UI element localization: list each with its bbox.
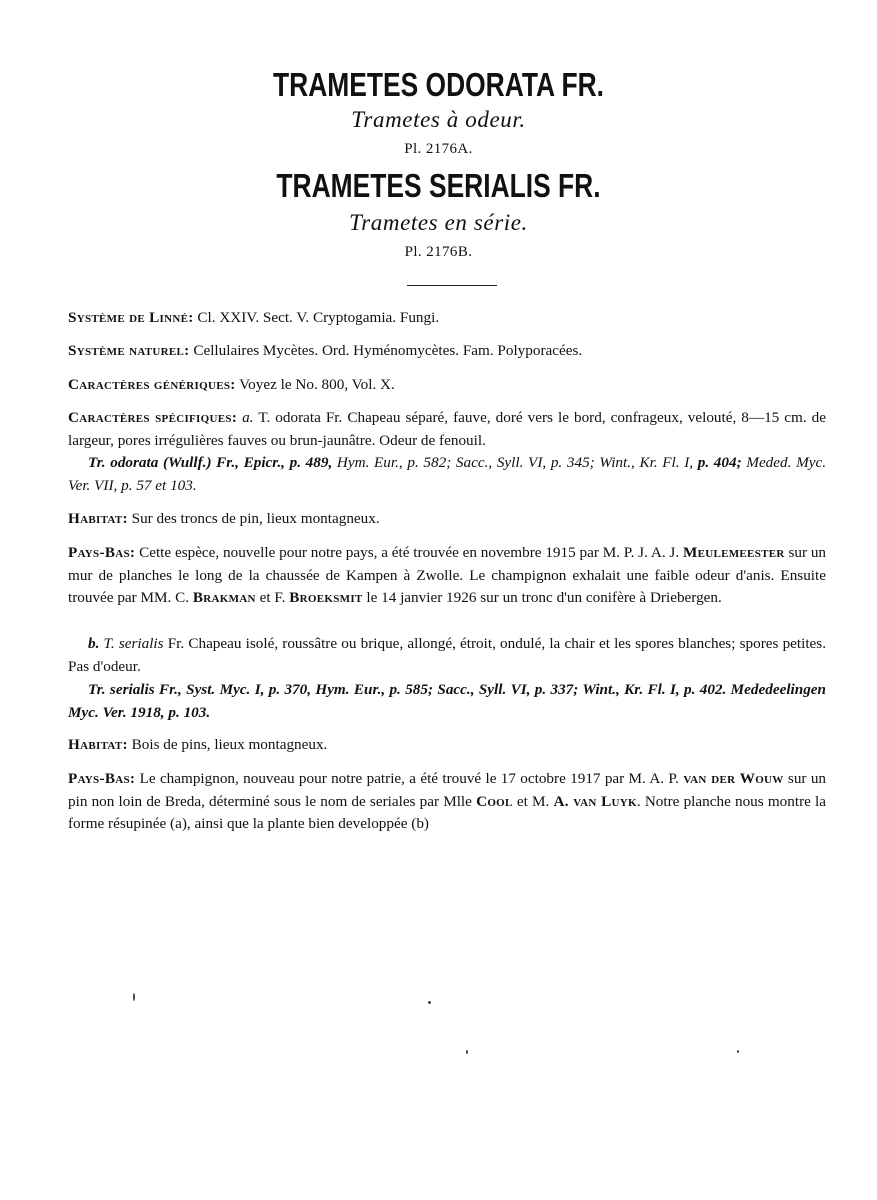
subtitle-serialis: Trametes en série.	[349, 210, 528, 235]
species-b	[68, 633, 826, 678]
pays-bas-b-text1: Le champignon, nouveau pour notre patrie, a été trouvé le 17 octobre 1917 par M. A. P.	[135, 770, 684, 787]
systeme-naturel-text: Cellulaires Mycètes. Ord. Hyménomycètes. Fam. Polyporacées.	[189, 342, 583, 359]
caracteres-specifiques-text: T. odorata Fr. Chapeau séparé, fauve, doré vers le bord, confrageux, velouté, 8—15 cm. de largeur, pores irrégulières fauves ou brun-jaunâtre. Odeur de fenouil.	[68, 409, 826, 449]
species-b-name: T. serialis	[99, 635, 164, 652]
systeme-naturel-label: Système naturel:	[68, 342, 190, 359]
plate-number-b: Pl. 2176B.	[404, 244, 473, 260]
habitat-b-text: Bois de pins, lieux montagneux.	[127, 736, 328, 753]
collector-name-4: van der Wouw	[683, 770, 784, 787]
systeme-naturel	[68, 340, 826, 363]
systeme-linne-text: Cl. XXIV. Sect. V. Cryptogamia. Fungi.	[193, 309, 440, 326]
title-odorata: TRAMETES ODORATA FR.	[273, 66, 604, 103]
reference-a-start: Tr. odorata (Wullf.) Fr., Epicr., p. 489,	[88, 454, 333, 471]
caracteres-specifiques-label: Caractères spécifiques:	[68, 409, 238, 426]
systeme-linne-label: Système de Linné:	[68, 309, 194, 326]
scan-speck	[428, 1001, 431, 1004]
pays-bas-b-text4: . Notre planche nous montre la forme résupinée (a), ainsi que la plante bien developpée (b)	[68, 792, 826, 832]
collector-name-6: A. van Luyk	[553, 792, 637, 810]
pays-bas-a	[68, 542, 826, 610]
collector-name-5: Cool	[476, 792, 513, 810]
collector-name-1: Meulemeester	[682, 544, 785, 561]
collector-name-2: Brakman	[192, 589, 256, 606]
pays-bas-b	[68, 768, 826, 836]
pays-bas-b-text2: sur un pin non loin de Breda, déterminé sous le nom de seriales par Mlle	[68, 770, 827, 810]
caracteres-generiques-text: Voyez le No. 800, Vol. X.	[235, 376, 395, 393]
habitat-b	[68, 734, 826, 757]
pays-bas-a-text4: le 14 janvier 1926 sur un tronc d'un conifère à Driebergen.	[362, 589, 722, 606]
pays-bas-a-label: Pays-Bas:	[68, 544, 136, 561]
pays-bas-b-text3: et M.	[512, 792, 554, 810]
habitat-a	[68, 508, 826, 531]
pays-bas-a-text2: sur un mur de planches le long de la chaussée de Kampen à Zwolle. Le champignon exhalait une faible odeur d'anis. Ensuite trouvée par MM. C.	[68, 544, 827, 606]
collector-name-3: Broeksmit	[289, 589, 363, 606]
reference-a-end: Meded. Myc. Ver. VII, p. 57 et 103.	[68, 454, 826, 494]
reference-b	[68, 679, 826, 724]
reference-a	[68, 452, 826, 497]
pays-bas-b-label: Pays-Bas:	[68, 770, 136, 787]
scan-speck	[466, 1050, 468, 1054]
scan-speck	[737, 1050, 739, 1053]
systeme-linne	[68, 307, 826, 330]
reference-b-text: Tr. serialis Fr., Syst. Myc. I, p. 370, Hym. Eur., p. 585; Sacc., Syll. VI, p. 337; Wint., Kr. Fl. I, p. 402. Mededeelingen Myc. Ver. 1918, p. 103.	[68, 681, 826, 721]
scan-speck	[133, 993, 135, 1001]
species-letter-b: b.	[88, 635, 100, 652]
caracteres-generiques-label: Caractères génériques:	[68, 376, 236, 393]
caracteres-generiques	[68, 374, 826, 397]
habitat-a-text: Sur des troncs de pin, lieux montagneux.	[127, 510, 380, 527]
pays-bas-a-text1: Cette espèce, nouvelle pour notre pays, a été trouvée en novembre 1915 par M. P. J. A. J.	[135, 544, 683, 561]
habitat-a-label: Habitat:	[68, 510, 128, 527]
species-letter-a: a.	[237, 409, 254, 426]
caracteres-specifiques	[68, 407, 826, 452]
plate-number-a: Pl. 2176A.	[404, 141, 473, 157]
habitat-b-label: Habitat:	[68, 736, 128, 753]
subtitle-odorata: Trametes à odeur.	[351, 107, 526, 132]
pays-bas-a-text3: et F.	[255, 589, 290, 606]
reference-a-mid: Hym. Eur., p. 582; Sacc., Syll. VI, p. 345; Wint., Kr. Fl. I,	[332, 454, 698, 471]
title-divider	[407, 285, 497, 286]
title-serialis: TRAMETES SERIALIS FR.	[276, 167, 601, 204]
species-b-text: Fr. Chapeau isolé, roussâtre ou brique, allongé, étroit, ondulé, la chair et les spores blanches; spores petites. Pas d'odeur.	[68, 635, 827, 675]
reference-a-page: p. 404;	[697, 454, 742, 471]
